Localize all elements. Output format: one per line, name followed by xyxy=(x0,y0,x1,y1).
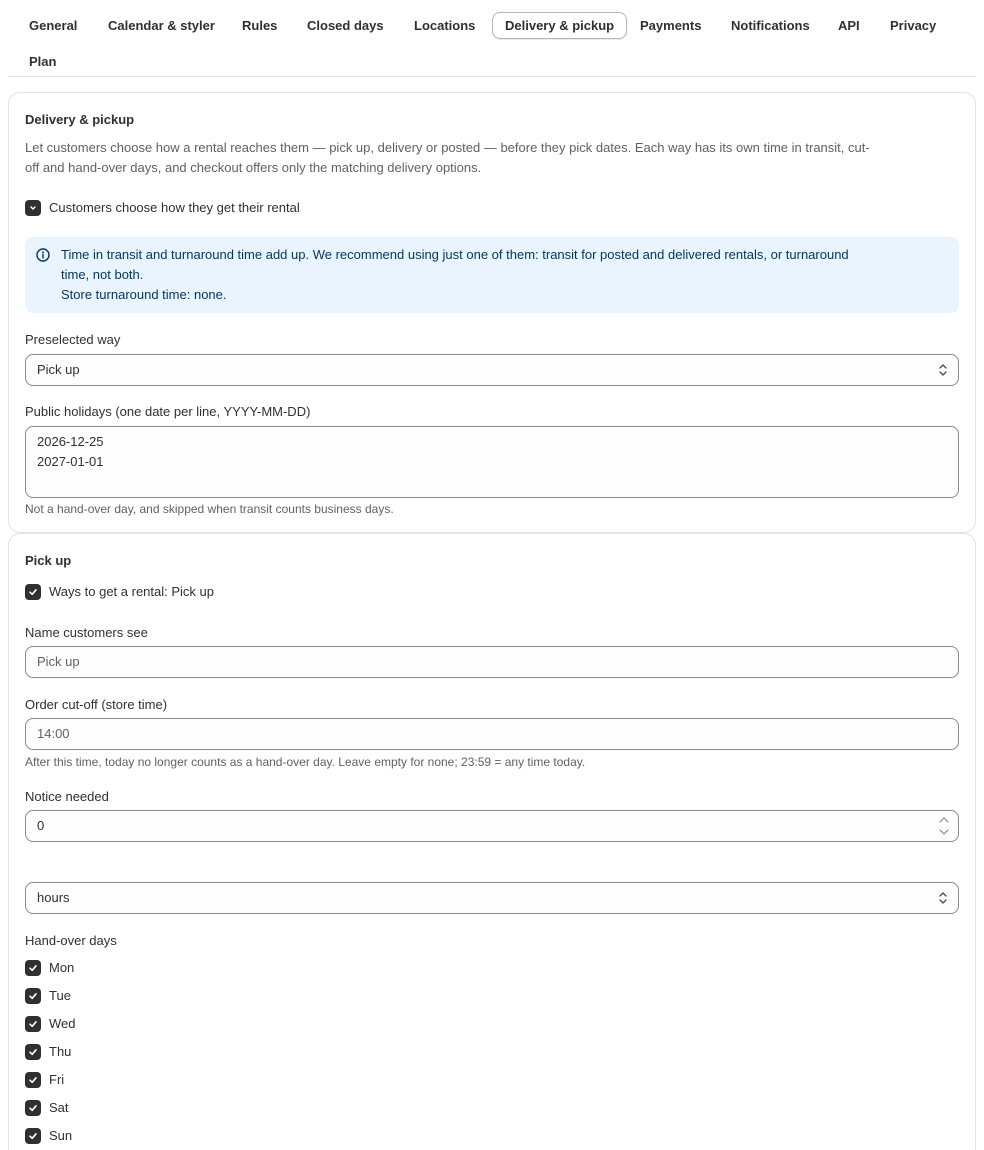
notice-unit-select[interactable] xyxy=(25,882,959,914)
handover-day-checkbox-sun[interactable] xyxy=(25,1128,41,1144)
holiday-line: 2026-12-25 xyxy=(37,434,104,449)
tab-payments[interactable]: Payments xyxy=(640,18,702,33)
tab-general[interactable]: General xyxy=(29,18,78,33)
checkmark-icon xyxy=(28,1019,38,1029)
checkmark-icon xyxy=(28,587,38,597)
customers-choose-label: Customers choose how they get their rental xyxy=(49,200,300,215)
tab-plan[interactable]: Plan xyxy=(29,54,57,69)
handover-days-label: Hand-over days xyxy=(25,933,117,948)
handover-day-checkbox-wed[interactable] xyxy=(25,1016,41,1032)
preselected-way-select[interactable] xyxy=(25,354,959,386)
notice-needed-value: 0 xyxy=(37,818,45,833)
order-cutoff-label: Order cut-off (store time) xyxy=(25,697,168,712)
customers-choose-checkbox[interactable] xyxy=(25,200,41,216)
handover-day-checkbox-tue[interactable] xyxy=(25,988,41,1004)
handover-day-label: Wed xyxy=(49,1016,76,1031)
number-stepper[interactable] xyxy=(936,814,952,838)
tab-rules[interactable]: Rules xyxy=(242,18,278,33)
tab-delivery-pickup[interactable]: Delivery & pickup xyxy=(492,12,627,39)
public-holidays-help: Not a hand-over day, and skipped when transit counts business days. xyxy=(25,502,394,516)
order-cutoff-help: After this time, today no longer counts as a hand-over day. Leave empty for none; 23:59 = any time today. xyxy=(25,755,586,769)
order-cutoff-value: 14:00 xyxy=(37,726,70,741)
banner-text xyxy=(61,245,941,305)
select-chevron-icon xyxy=(938,891,948,905)
checkmark-icon xyxy=(28,991,38,1001)
holiday-line: 2027-01-01 xyxy=(37,454,104,469)
tab-locations[interactable]: Locations xyxy=(414,18,476,33)
pickup-enabled-label: Ways to get a rental: Pick up xyxy=(49,584,214,599)
checkmark-icon xyxy=(28,1103,38,1113)
delivery-pickup-title: Delivery & pickup xyxy=(25,112,135,127)
delivery-pickup-card xyxy=(8,92,976,533)
tab-privacy[interactable]: Privacy xyxy=(890,18,937,33)
handover-day-label: Tue xyxy=(49,988,71,1003)
name-customers-see-value: Pick up xyxy=(37,654,80,669)
tab-closed-days[interactable]: Closed days xyxy=(307,18,384,33)
order-cutoff-input[interactable] xyxy=(25,718,959,750)
delivery-description-line-2: off and hand-over days, and checkout offers only the matching delivery options. xyxy=(25,160,482,175)
tab-calendar-styler[interactable]: Calendar & styler xyxy=(108,18,215,33)
handover-day-label: Fri xyxy=(49,1072,65,1087)
info-banner xyxy=(25,237,959,313)
notice-unit-value: hours xyxy=(37,890,70,905)
tab-api[interactable]: API xyxy=(838,18,860,33)
handover-day-checkbox-thu[interactable] xyxy=(25,1044,41,1060)
banner-line-2: time, not both. xyxy=(61,267,144,282)
handover-day-checkbox-sat[interactable] xyxy=(25,1100,41,1116)
preselected-way-value: Pick up xyxy=(37,362,80,377)
preselected-way-label: Preselected way xyxy=(25,332,121,347)
pickup-card xyxy=(8,533,976,1150)
settings-tabs xyxy=(8,0,976,77)
checkmark-icon xyxy=(28,1131,38,1141)
handover-day-label: Thu xyxy=(49,1044,72,1059)
name-customers-see-label: Name customers see xyxy=(25,625,148,640)
select-chevron-icon xyxy=(938,363,948,377)
handover-day-checkbox-mon[interactable] xyxy=(25,960,41,976)
public-holidays-label: Public holidays (one date per line, YYYY-MM-DD) xyxy=(25,404,311,419)
pickup-title: Pick up xyxy=(25,553,72,568)
name-customers-see-input[interactable] xyxy=(25,646,959,678)
info-icon xyxy=(36,248,50,262)
checkmark-icon xyxy=(28,963,38,973)
handover-day-label: Sat xyxy=(49,1100,69,1115)
pickup-enabled-checkbox[interactable] xyxy=(25,584,41,600)
delivery-description-line-1: Let customers choose how a rental reaches them — pick up, delivery or posted — before they pick dates. Each way has its own time in transit, cut- xyxy=(25,140,870,155)
notice-needed-label: Notice needed xyxy=(25,789,109,804)
chevron-down-icon xyxy=(28,203,38,213)
handover-day-label: Sun xyxy=(49,1128,73,1143)
banner-line-3: Store turnaround time: none. xyxy=(61,287,227,302)
handover-day-checkbox-fri[interactable] xyxy=(25,1072,41,1088)
banner-line-1: Time in transit and turnaround time add up. We recommend using just one of them: transit for posted and delivered rentals, or turnaround xyxy=(61,247,849,262)
handover-day-label: Mon xyxy=(49,960,75,975)
checkmark-icon xyxy=(28,1047,38,1057)
notice-needed-input[interactable] xyxy=(25,810,959,842)
tab-notifications[interactable]: Notifications xyxy=(731,18,810,33)
public-holidays-textarea[interactable] xyxy=(25,426,959,498)
checkmark-icon xyxy=(28,1075,38,1085)
